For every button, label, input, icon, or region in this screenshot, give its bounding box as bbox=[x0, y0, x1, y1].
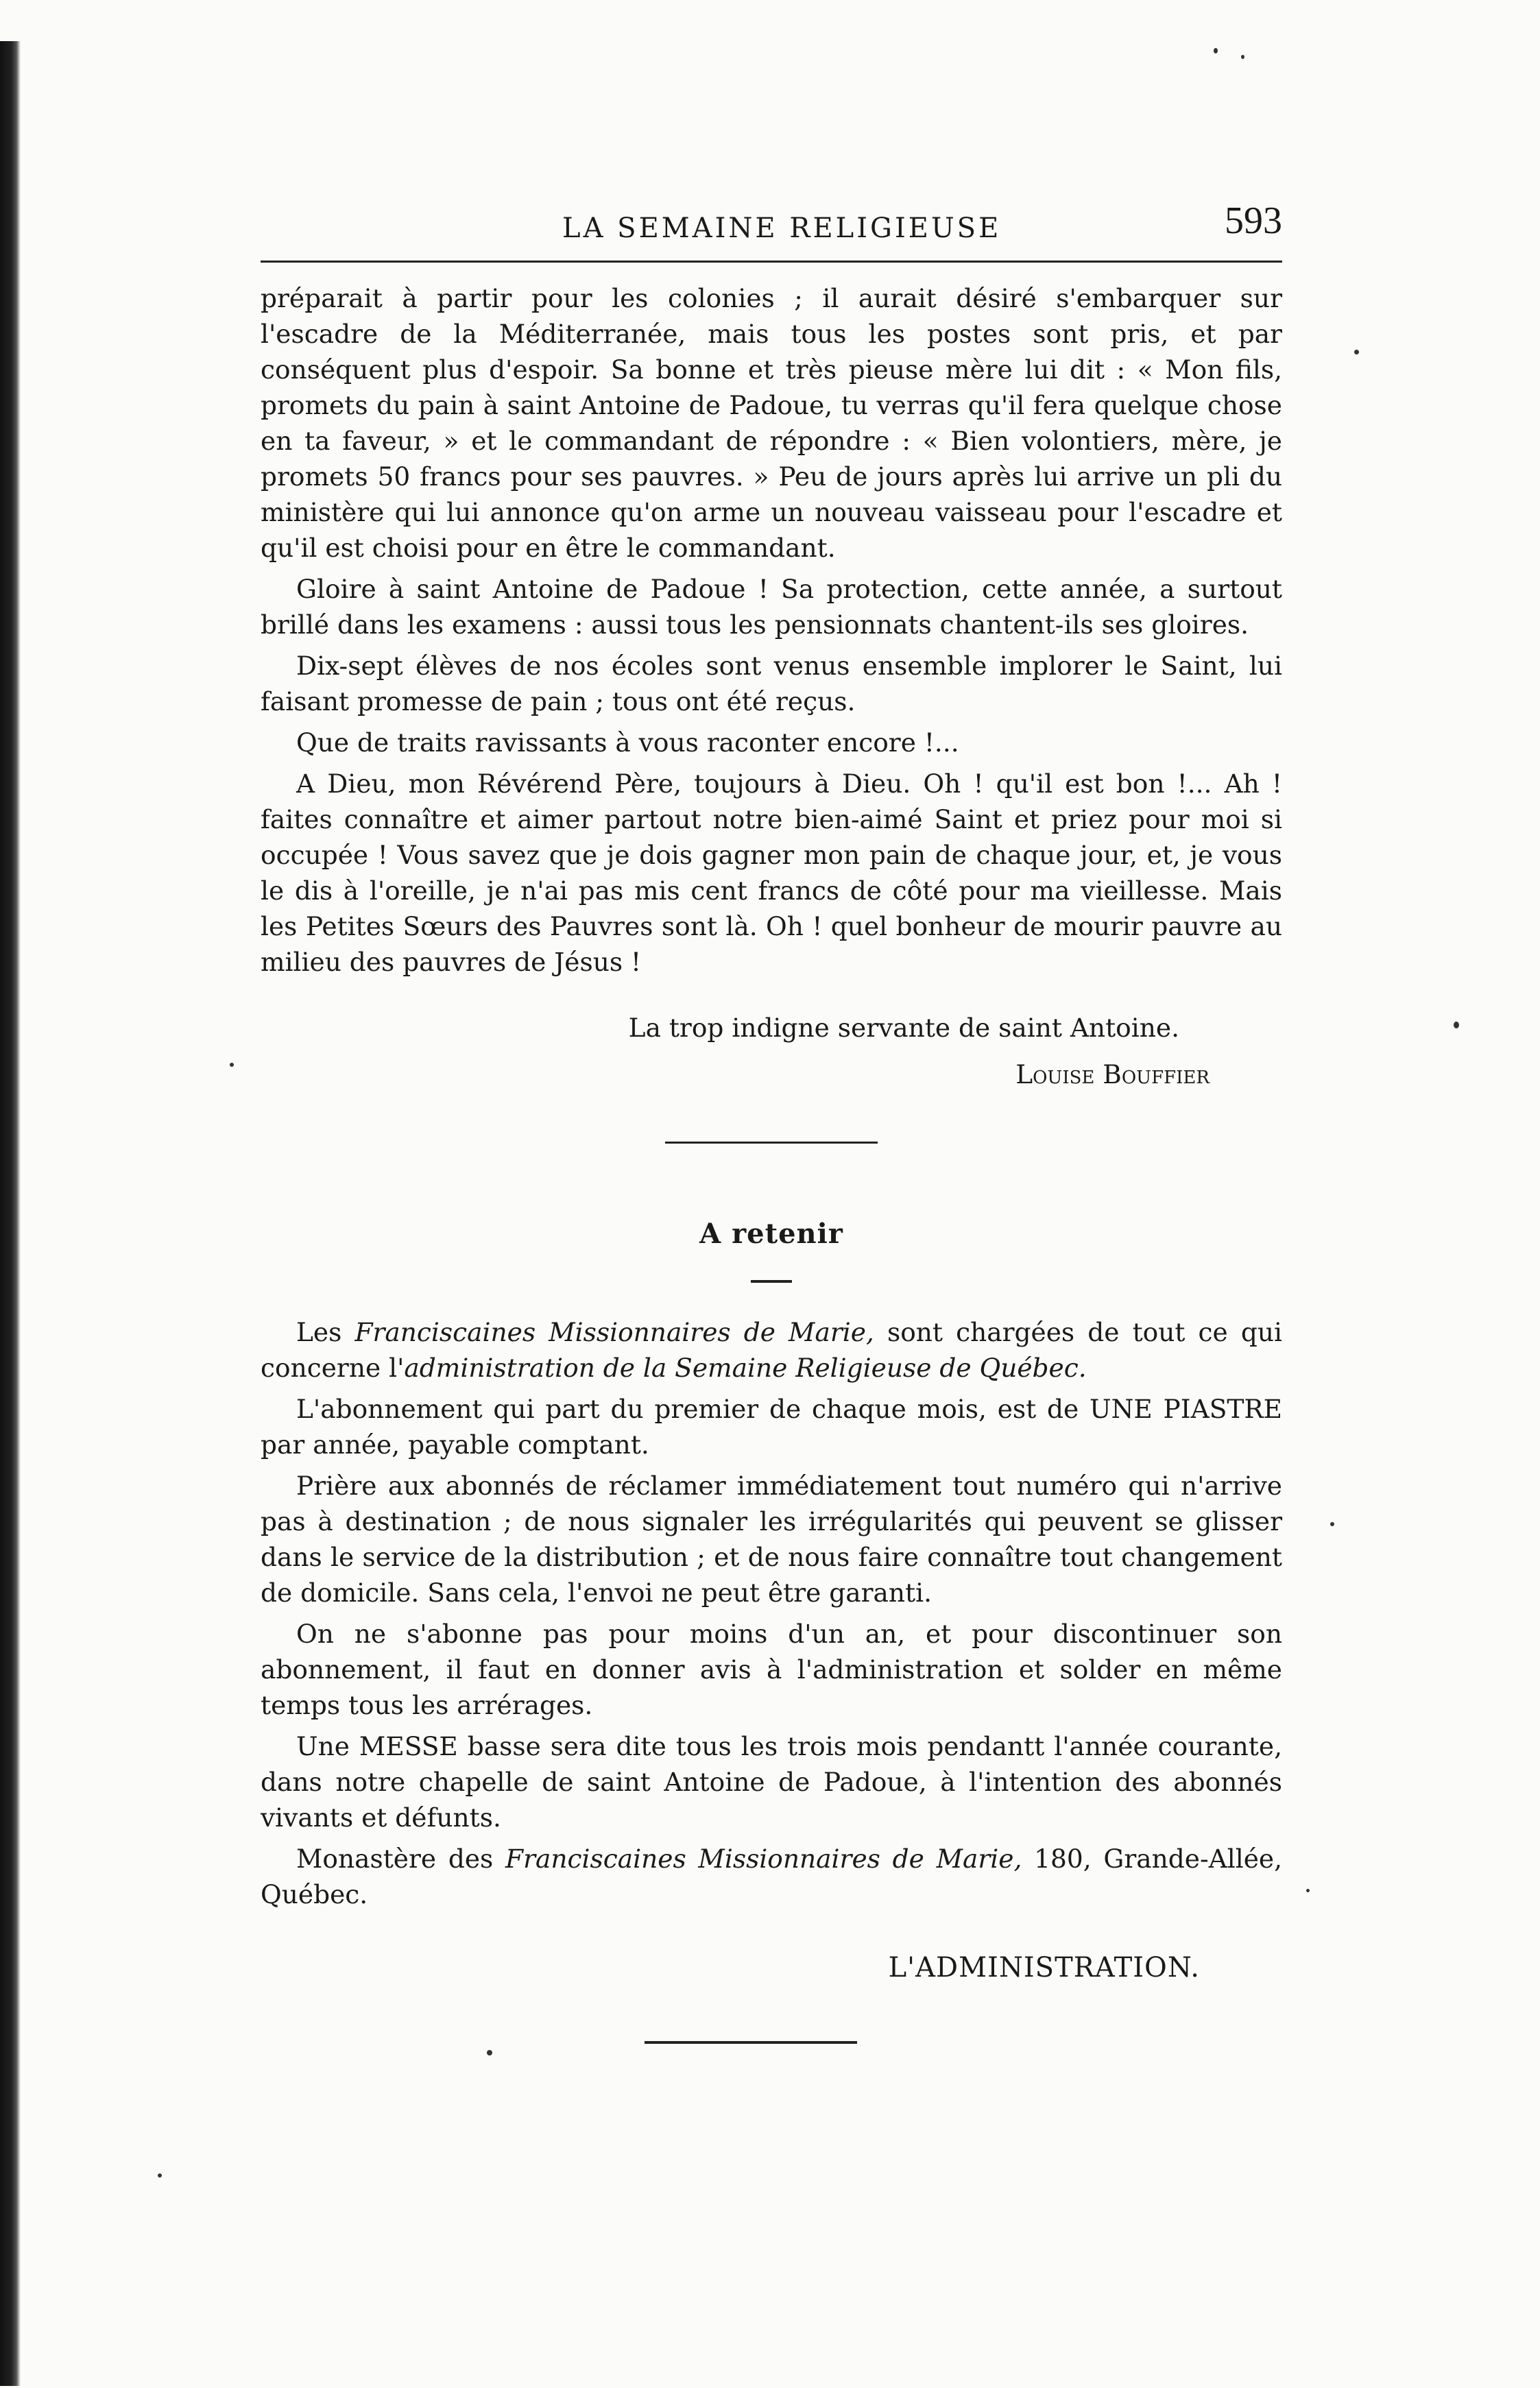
notice-body bbox=[261, 1314, 1282, 1912]
title-dash bbox=[751, 1280, 792, 1283]
end-rule bbox=[645, 2041, 857, 2044]
letter-paragraph-2: Gloire à saint Antoine de Padoue ! Sa protection, cette année, a surtout brillé dans les examens : aussi tous les pensionnats chantent-ils ses gloires. bbox=[261, 574, 1282, 640]
notice-p1-middle: sont chargées de tout ce qui concerne l' bbox=[261, 1317, 1283, 1383]
letter-closing: La trop indigne servante de saint Antoine. bbox=[628, 1013, 1179, 1043]
notice-p1-italic-2: administration de la Semaine Religieuse de Québec. bbox=[404, 1353, 1087, 1383]
notice-title: A retenir bbox=[699, 1218, 843, 1250]
scan-speck bbox=[230, 1063, 234, 1067]
letter-paragraph-1: préparait à partir pour les colonies ; il aurait désiré s'embarquer sur l'escadre de la Méditerranée, mais tous les postes sont pris, et par conséquent plus d'espoir. Sa bonne et très pieuse mère lui dit : « Mon fils, promets du pain à saint Antoine de Padoue, tu verras qu'il fera quelque chose en ta faveur, » et le commandant de répondre : « Bien volontiers, mère, je promets 50 francs pour ses pauvres. » Peu de jours après lui arrive un pli du ministère qui lui annonce qu'on arme un nouveau vaisseau pour l'escadre et qu'il est choisi pour en être le commandant. bbox=[261, 283, 1282, 563]
scan-speck bbox=[1214, 48, 1218, 53]
scan-speck bbox=[487, 2050, 492, 2055]
scan-speck bbox=[1354, 350, 1359, 354]
notice-p1-italic-1: Franciscaines Missionnaires de Marie, bbox=[354, 1317, 874, 1347]
letter-paragraph-3: Dix-sept élèves de nos écoles sont venus ensemble implorer le Saint, lui faisant promesse de pain ; tous ont été reçus. bbox=[261, 651, 1282, 716]
book-spine-shadow bbox=[0, 41, 21, 2386]
administration-signature: L'ADMINISTRATION. bbox=[888, 1952, 1200, 1983]
page-number: 593 bbox=[1225, 200, 1282, 242]
notice-paragraph-5: Une MESSE basse sera dite tous les trois mois pendantt l'année courante, dans notre chapelle de saint Antoine de Padoue, à l'intention des abonnés vivants et défunts. bbox=[261, 1731, 1282, 1833]
scan-speck bbox=[1330, 1522, 1334, 1526]
scan-speck bbox=[1454, 1022, 1459, 1028]
notice-p6-before: Monastère des bbox=[296, 1844, 506, 1874]
letter-signature: Louise Bouffier bbox=[1015, 1059, 1210, 1089]
running-head bbox=[261, 199, 1282, 254]
notice-p1-before: Les bbox=[296, 1317, 355, 1347]
notice-p6-after: 180, Grande-Allée, Québec. bbox=[261, 1844, 1282, 1909]
notice-paragraph-2: L'abonnement qui part du premier de chaque mois, est de UNE PIASTRE par année, payable comptant. bbox=[261, 1394, 1282, 1460]
scan-speck bbox=[158, 2173, 162, 2178]
letter-body bbox=[261, 280, 1282, 980]
notice-paragraph-1 bbox=[261, 1314, 1282, 1386]
scan-speck bbox=[1306, 1889, 1310, 1892]
notice-paragraph-4: On ne s'abonne pas pour moins d'un an, et pour discontinuer son abonnement, il faut en donner avis à l'administration et solder en même temps tous les arrérages. bbox=[261, 1619, 1282, 1720]
header-rule bbox=[261, 261, 1282, 263]
notice-paragraph-6 bbox=[261, 1841, 1282, 1912]
scan-speck bbox=[1241, 55, 1244, 59]
notice-p6-italic: Franciscaines Missionnaires de Marie, bbox=[505, 1844, 1022, 1874]
letter-paragraph-5: A Dieu, mon Révérend Père, toujours à Dieu. Oh ! qu'il est bon !... Ah ! faites connaître et aimer partout notre bien-aimé Saint et priez pour moi si occupée ! Vous savez que je dois gagner mon pain de chaque jour, et, je vous le dis à l'oreille, je n'ai pas mis cent francs de côté pour ma vieillesse. Mais les Petites Sœurs des Pauvres sont là. Oh ! quel bonheur de mourir pauvre au milieu des pauvres de Jésus ! bbox=[261, 769, 1282, 977]
section-divider bbox=[665, 1142, 878, 1144]
notice-paragraph-3: Prière aux abonnés de réclamer immédiatement tout numéro qui n'arrive pas à destination ; de nous signaler les irrégularités qui peuvent se glisser dans le service de la distribution ; et de nous faire connaître tout changement de domicile. Sans cela, l'envoi ne peut être garanti. bbox=[261, 1471, 1282, 1608]
journal-title: LA SEMAINE RELIGIEUSE bbox=[562, 213, 1002, 244]
letter-paragraph-4: Que de traits ravissants à vous raconter encore !... bbox=[296, 727, 959, 758]
page bbox=[261, 199, 1282, 2044]
